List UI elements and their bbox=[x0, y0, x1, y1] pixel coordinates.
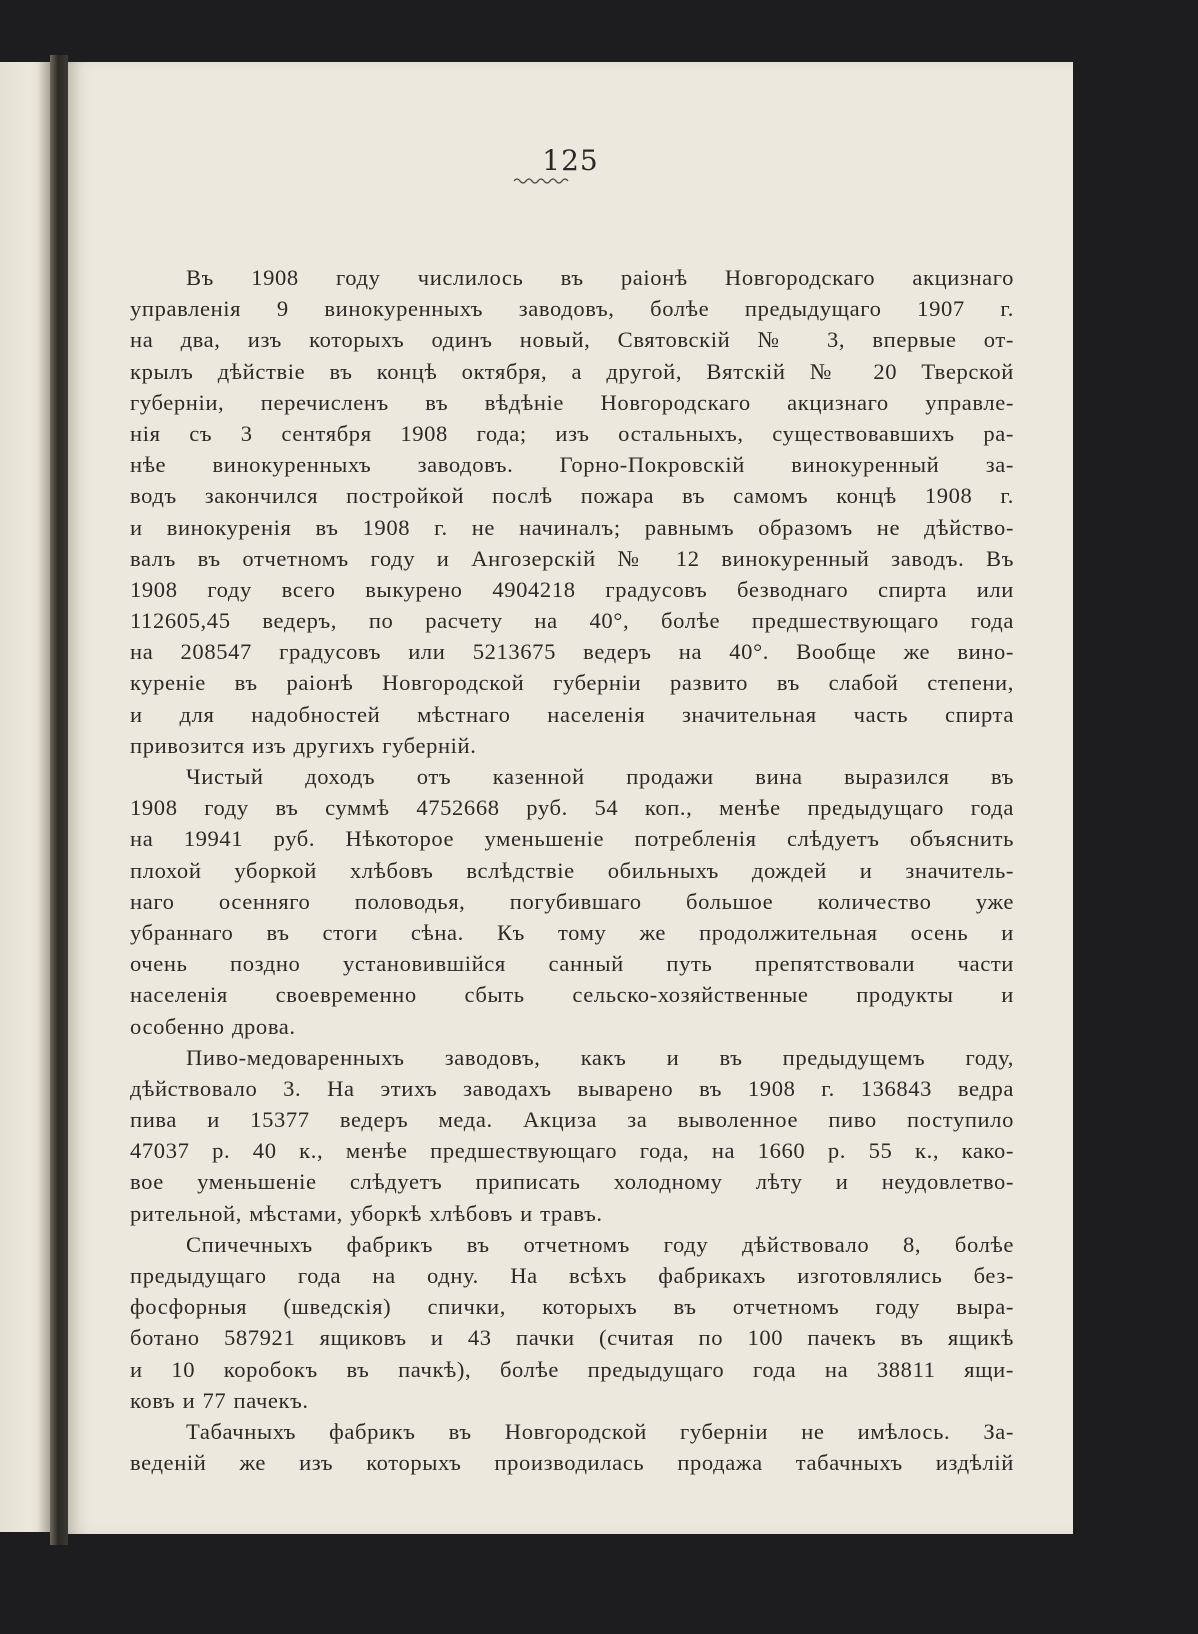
text-line: крылъ дѣйствіе въ концѣ октября, а другой, Вятскій № 20 Тверской bbox=[130, 358, 1014, 384]
text-line: Табачныхъ фабрикъ въ Новгородской губерніи не имѣлось. За- bbox=[186, 1418, 1014, 1444]
text-line: и винокуренія въ 1908 г. не начиналъ; равнымъ образомъ не дѣйство- bbox=[130, 514, 1014, 540]
text-line: Чистый доходъ отъ казенной продажи вина выразился въ bbox=[186, 764, 1014, 789]
paragraph-match-factories bbox=[130, 1229, 1014, 1416]
wavy-rule-ornament bbox=[513, 176, 571, 186]
body-text bbox=[130, 262, 1014, 1478]
book-spine bbox=[50, 55, 68, 1545]
paragraph-wine-revenue bbox=[130, 761, 1014, 1042]
text-line: на 208547 градусовъ или 5213675 ведеръ на 40°. Вообще же вино- bbox=[130, 639, 1014, 665]
text-line: предыдущаго года на одну. На всѣхъ фабрикахъ изготовлялись без- bbox=[130, 1263, 1014, 1288]
paragraph-breweries bbox=[130, 1042, 1014, 1229]
text-line: валъ въ отчетномъ году и Ангозерскій № 12 винокуренный заводъ. Въ bbox=[130, 545, 1014, 571]
text-line: убраннаго въ стоги сѣна. Къ тому же продолжительная осень и bbox=[130, 919, 1014, 945]
text-line: на два, изъ которыхъ одинъ новый, Святовскій № 3, впервые от- bbox=[130, 327, 1014, 353]
text-line: куреніе въ раіонѣ Новгородской губерніи развито въ слабой степени, bbox=[130, 670, 1014, 696]
book-page bbox=[68, 62, 1073, 1534]
text-line: управленія 9 винокуренныхъ заводовъ, болѣе предыдущаго 1907 г. bbox=[130, 296, 1014, 322]
paragraph-distilleries bbox=[130, 262, 1014, 761]
text-line: населенія своевременно сбыть сельско-хозяйственные продукты и bbox=[130, 982, 1014, 1008]
text-line: веденій же изъ которыхъ производилась продажа табачныхъ издѣлій bbox=[130, 1450, 1014, 1476]
text-line: 112605,45 ведеръ, по расчету на 40°, болѣе предшествующаго года bbox=[130, 608, 1014, 634]
text-line: вое уменьшеніе слѣдуетъ приписать холодному лѣту и неудовлетво- bbox=[130, 1169, 1014, 1195]
paragraph-tobacco bbox=[130, 1416, 1014, 1478]
text-line: привозится изъ другихъ губерній. bbox=[130, 732, 477, 758]
text-line: и 10 коробокъ въ пачкѣ), болѣе предыдущаго года на 38811 ящи- bbox=[130, 1356, 1014, 1382]
text-line: дѣйствовало 3. На этихъ заводахъ выварено въ 1908 г. 136843 ведра bbox=[130, 1075, 1014, 1101]
text-line: фосфорныя (шведскія) спички, которыхъ въ отчетномъ году выра- bbox=[130, 1294, 1014, 1320]
text-line: Пиво-медоваренныхъ заводовъ, какъ и въ предыдущемъ году, bbox=[186, 1044, 1014, 1070]
text-line: плохой уборкой хлѣбовъ вслѣдствіе обильныхъ дождей и значитель- bbox=[130, 857, 1014, 883]
text-line: ботано 587921 ящиковъ и 43 пачки (считая по 100 пачекъ въ ящикѣ bbox=[130, 1325, 1014, 1351]
text-line: водъ закончился постройкой послѣ пожара въ самомъ концѣ 1908 г. bbox=[130, 483, 1014, 509]
page-number: 125 bbox=[542, 144, 599, 177]
text-line: особенно дрова. bbox=[130, 1013, 296, 1039]
text-line: пива и 15377 ведеръ меда. Акциза за выволенное пиво поступило bbox=[130, 1107, 1014, 1133]
text-line: Спичечныхъ фабрикъ въ отчетномъ году дѣйствовало 8, болѣе bbox=[186, 1231, 1014, 1257]
text-line: нѣе винокуренныхъ заводовъ. Горно-Покровскій винокуренный за- bbox=[130, 452, 1014, 478]
text-line: на 19941 руб. Нѣкоторое уменьшеніе потребленія слѣдуетъ объяснить bbox=[130, 826, 1014, 852]
text-line: 1908 году всего выкурено 4904218 градусовъ безводнаго спирта или bbox=[130, 576, 1014, 602]
text-line: очень поздно установившійся санный путь препятствовали части bbox=[130, 951, 1014, 977]
text-line: 47037 р. 40 к., менѣе предшествующаго года, на 1660 р. 55 к., како- bbox=[130, 1138, 1014, 1164]
text-line: губерніи, перечисленъ въ вѣдѣніе Новгородскаго акцизнаго управле- bbox=[130, 389, 1014, 415]
text-line: рительной, мѣстами, уборкѣ хлѣбовъ и травъ. bbox=[130, 1200, 603, 1226]
text-line: ковъ и 77 пачекъ. bbox=[130, 1387, 309, 1413]
text-line: нія съ 3 сентября 1908 года; изъ остальныхъ, существовавшихъ ра- bbox=[130, 420, 1014, 446]
text-line: наго осенняго половодья, погубившаго большое количество уже bbox=[130, 888, 1014, 914]
text-line: и для надобностей мѣстнаго населенія значительная часть спирта bbox=[130, 701, 1014, 727]
text-line: 1908 году въ суммѣ 4752668 руб. 54 коп., менѣе предыдущаго года bbox=[130, 795, 1014, 821]
text-line: Въ 1908 году числилось въ раіонѣ Новгородскаго акцизнаго bbox=[186, 265, 1014, 290]
